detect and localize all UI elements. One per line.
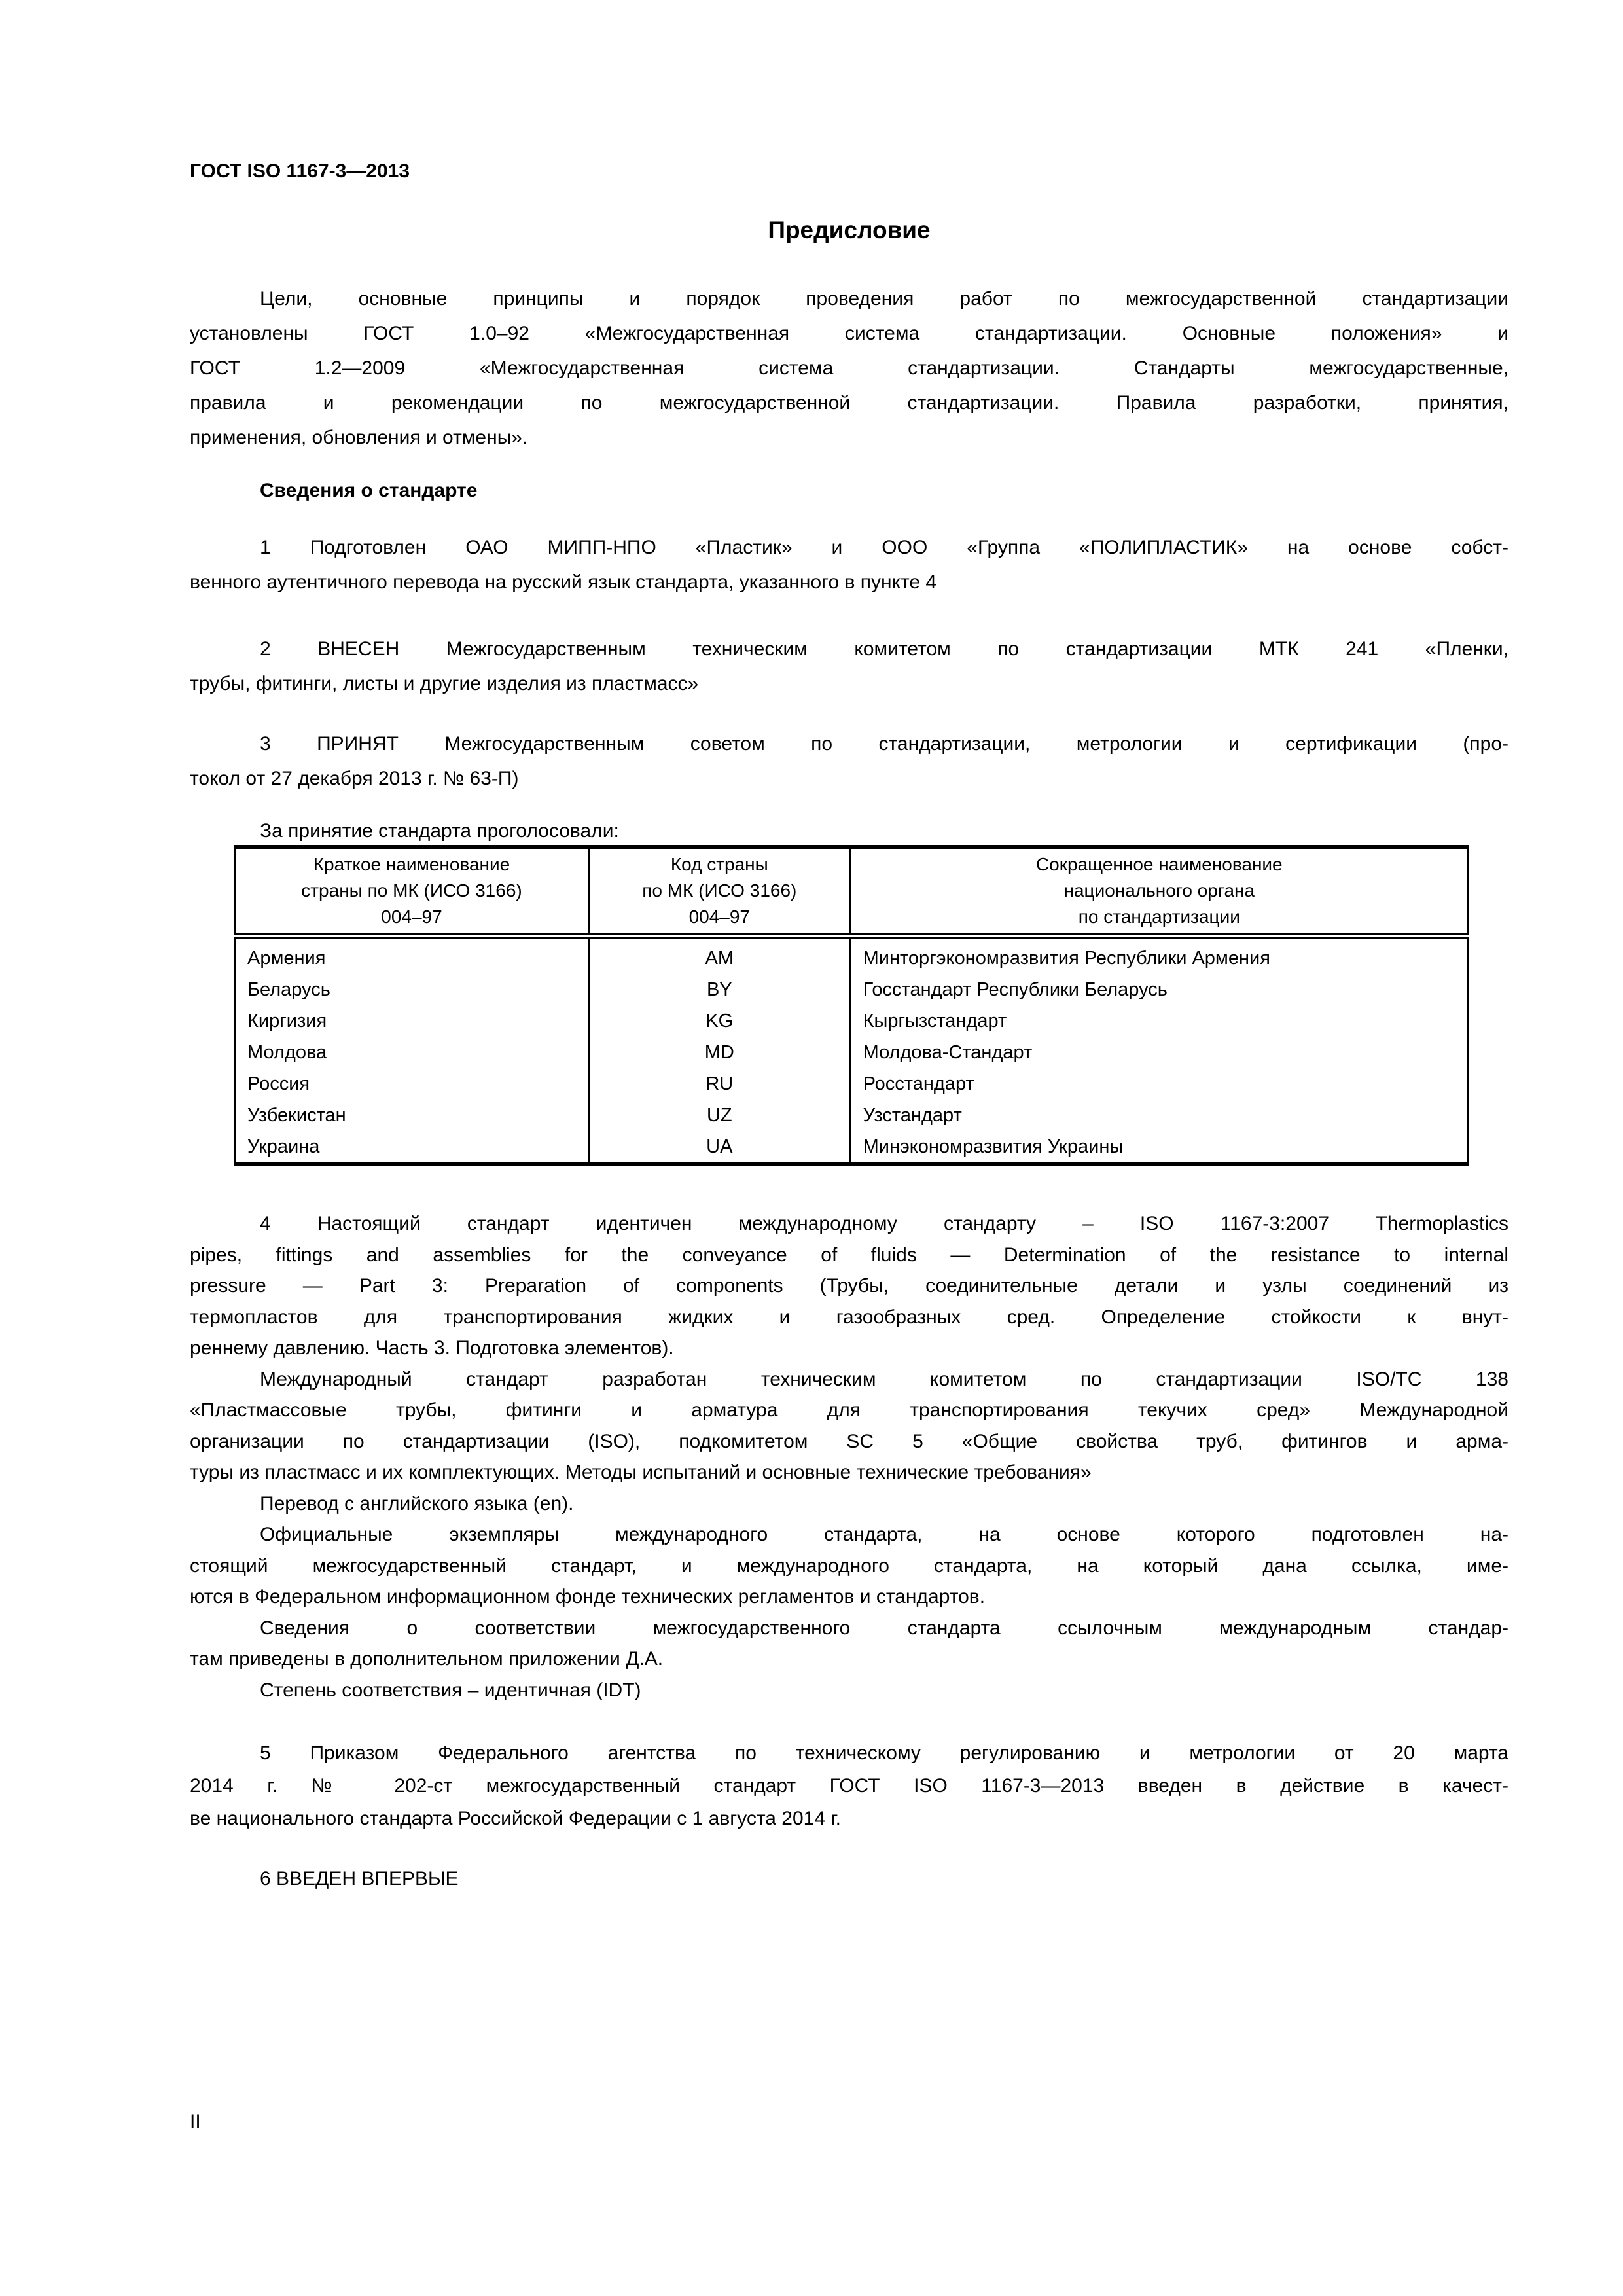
vote-table-cell-code: AM	[588, 936, 850, 975]
header-line: 004–97	[688, 906, 750, 927]
orders-item	[190, 1737, 1508, 1835]
standard-info-item	[190, 530, 1508, 600]
header-line: страны по МК (ИСО 3166)	[301, 880, 522, 901]
text-line: стоящий межгосударственный стандарт, и международного стандарта, на который дана ссылка, име-	[190, 1554, 1508, 1577]
vote-table-header-cell	[235, 847, 589, 936]
details-paragraph	[190, 1675, 1508, 1706]
text-line: применения, обновления и отмены».	[190, 427, 528, 448]
text-line: правила и рекомендации по межгосударственной стандартизации. Правила разработки, принятия,	[190, 392, 1508, 414]
vote-table-header-cell	[850, 847, 1468, 936]
header-line: Сокращенное наименование	[1035, 854, 1283, 874]
header-line: по МК (ИСО 3166)	[642, 880, 797, 901]
text-line: туры из пластмасс и их комплектующих. Методы испытаний и основные технические требования»	[190, 1462, 1092, 1483]
text-line: pressure — Part 3: Preparation of components (Трубы, соединительные детали и узлы соединений из	[190, 1275, 1508, 1297]
vote-table-cell-country: Узбекистан	[247, 1105, 346, 1126]
header-line: Код страны	[670, 854, 768, 874]
vote-table-cell-country: Молдова	[247, 1042, 327, 1063]
vote-table-row	[235, 936, 1469, 975]
text-line: Цели, основные принципы и порядок проведения работ по межгосударственной стандартизации	[260, 288, 1508, 310]
text-line: реннему давлению. Часть 3. Подготовка элементов).	[190, 1337, 674, 1359]
vote-table-row	[235, 1037, 1469, 1068]
vote-table-cell-country: Беларусь	[247, 979, 330, 1000]
intro-section	[190, 281, 1508, 455]
header-line: национального органа	[1063, 880, 1255, 901]
vote-table-cell-org: Минэкономразвития Украины	[850, 1131, 1468, 1164]
text-line: 4 Настоящий стандарт идентичен международному стандарту – ISO 1167-3:2007 Thermoplastics	[260, 1213, 1508, 1234]
vote-table-cell-org: Кыргызстандарт	[850, 1005, 1468, 1037]
vote-table-cell-code: MD	[588, 1037, 850, 1068]
vote-table-row	[235, 1100, 1469, 1131]
text-line: Перевод с английского языка (en).	[260, 1492, 574, 1515]
vote-table-row	[235, 974, 1469, 1005]
vote-table-cell-org: Молдова-Стандарт	[850, 1037, 1468, 1068]
orders-item	[190, 1863, 1508, 1895]
vote-table	[234, 845, 1469, 1166]
details-paragraph	[190, 1364, 1508, 1488]
text-line: 5 Приказом Федерального агентства по техническому регулированию и метрологии от 20 марта	[260, 1742, 1508, 1764]
intro-paragraph	[190, 281, 1508, 455]
vote-table-cell-country: Россия	[247, 1073, 310, 1094]
vote-table-cell-org: Госстандарт Республики Беларусь	[850, 974, 1468, 1005]
text-line: Сведения о соответствии межгосударственного стандарта ссылочным международным стандар-	[260, 1617, 1508, 1639]
page-number: II	[190, 2111, 201, 2132]
vote-table-header-cell	[588, 847, 850, 936]
text-line: Степень соответствия – идентичная (IDT)	[260, 1679, 641, 1701]
text-line: ве национального стандарта Российской Федерации с 1 августа 2014 г.	[190, 1808, 841, 1829]
text-line: ГОСТ 1.2—2009 «Межгосударственная система стандартизации. Стандарты межгосударственные,	[190, 357, 1508, 379]
vote-table-cell-country: Киргизия	[247, 1011, 327, 1031]
text-line: венного аутентичного перевода на русский язык стандарта, указанного в пункте 4	[190, 571, 937, 593]
text-line: «Пластмассовые трубы, фитинги и арматура для транспортирования текучих сред» Международной	[190, 1399, 1508, 1421]
text-line: организации по стандартизации (ISO), подкомитетом SC 5 «Общие свойства труб, фитингов и арма-	[190, 1430, 1508, 1452]
standard-info-items	[190, 530, 1508, 796]
vote-table-cell-code: UZ	[588, 1100, 850, 1131]
header-line: Краткое наименование	[313, 854, 510, 874]
vote-table-cell-country: Украина	[247, 1136, 320, 1157]
vote-table-body	[235, 936, 1469, 1165]
vote-table-row	[235, 1131, 1469, 1164]
standard-info-item	[190, 632, 1508, 701]
text-line: Международный стандарт разработан техническим комитетом по стандартизации ISO/ТС 138	[260, 1368, 1508, 1390]
vote-table-cell-code: UA	[588, 1131, 850, 1164]
text-line: 3 ПРИНЯТ Межгосударственным советом по стандартизации, метрологии и сертификации (про-	[260, 733, 1508, 755]
vote-table-cell-org: Минторгэкономразвития Республики Армения	[850, 936, 1468, 975]
text-line: термопластов для транспортирования жидких и газообразных сред. Определение стойкости к внут-	[190, 1306, 1508, 1328]
header-line: по стандартизации	[1078, 906, 1240, 927]
standard-info-item	[190, 726, 1508, 796]
text-line: токол от 27 декабря 2013 г. № 63-П)	[190, 768, 519, 789]
details-paragraph	[190, 1208, 1508, 1364]
vote-table-cell-code: KG	[588, 1005, 850, 1037]
vote-table-cell-country: Армения	[247, 948, 326, 969]
text-line: установлены ГОСТ 1.0–92 «Межгосударственная система стандартизации. Основные положения» и	[190, 323, 1508, 344]
orders-section	[190, 1737, 1508, 1895]
section-heading: Сведения о стандарте	[260, 480, 478, 501]
details-paragraph	[190, 1488, 1508, 1520]
text-line: 2014 г. № 202-ст межгосударственный стандарт ГОСТ ISO 1167-3—2013 введен в действие в качест-	[190, 1775, 1508, 1797]
vote-table-row	[235, 1068, 1469, 1100]
page-title: Предисловие	[768, 217, 931, 243]
details-paragraph	[190, 1613, 1508, 1675]
table-caption: За принятие стандарта проголосовали:	[260, 820, 619, 842]
vote-table-row	[235, 1005, 1469, 1037]
vote-table-cell-code: BY	[588, 974, 850, 1005]
text-line: Официальные экземпляры международного стандарта, на основе которого подготовлен на-	[260, 1524, 1508, 1545]
header-line: 004–97	[381, 906, 442, 927]
text-line: там приведены в дополнительном приложении Д.А.	[190, 1648, 664, 1670]
text-line: 6 ВВЕДЕН ВПЕРВЫЕ	[260, 1868, 459, 1890]
text-line: 2 ВНЕСЕН Межгосударственным техническим комитетом по стандартизации МТК 241 «Пленки,	[260, 638, 1508, 660]
details-section	[190, 1208, 1508, 1706]
text-line: трубы, фитинги, листы и другие изделия из пластмасс»	[190, 673, 699, 694]
details-paragraph	[190, 1519, 1508, 1613]
vote-table-cell-org: Росстандарт	[850, 1068, 1468, 1100]
vote-table-cell-org: Узстандарт	[850, 1100, 1468, 1131]
text-line: ются в Федеральном информационном фонде технических регламентов и стандартов.	[190, 1586, 986, 1607]
document-code: ГОСТ ISO 1167-3—2013	[190, 160, 410, 182]
text-line: pipes, fittings and assemblies for the conveyance of fluids — Determination of the resistance to internal	[190, 1244, 1508, 1266]
vote-table-cell-code: RU	[588, 1068, 850, 1100]
text-line: 1 Подготовлен ОАО МИПП-НПО «Пластик» и ООО «Группа «ПОЛИПЛАСТИК» на основе собст-	[260, 537, 1508, 558]
vote-table-header	[235, 847, 1469, 936]
